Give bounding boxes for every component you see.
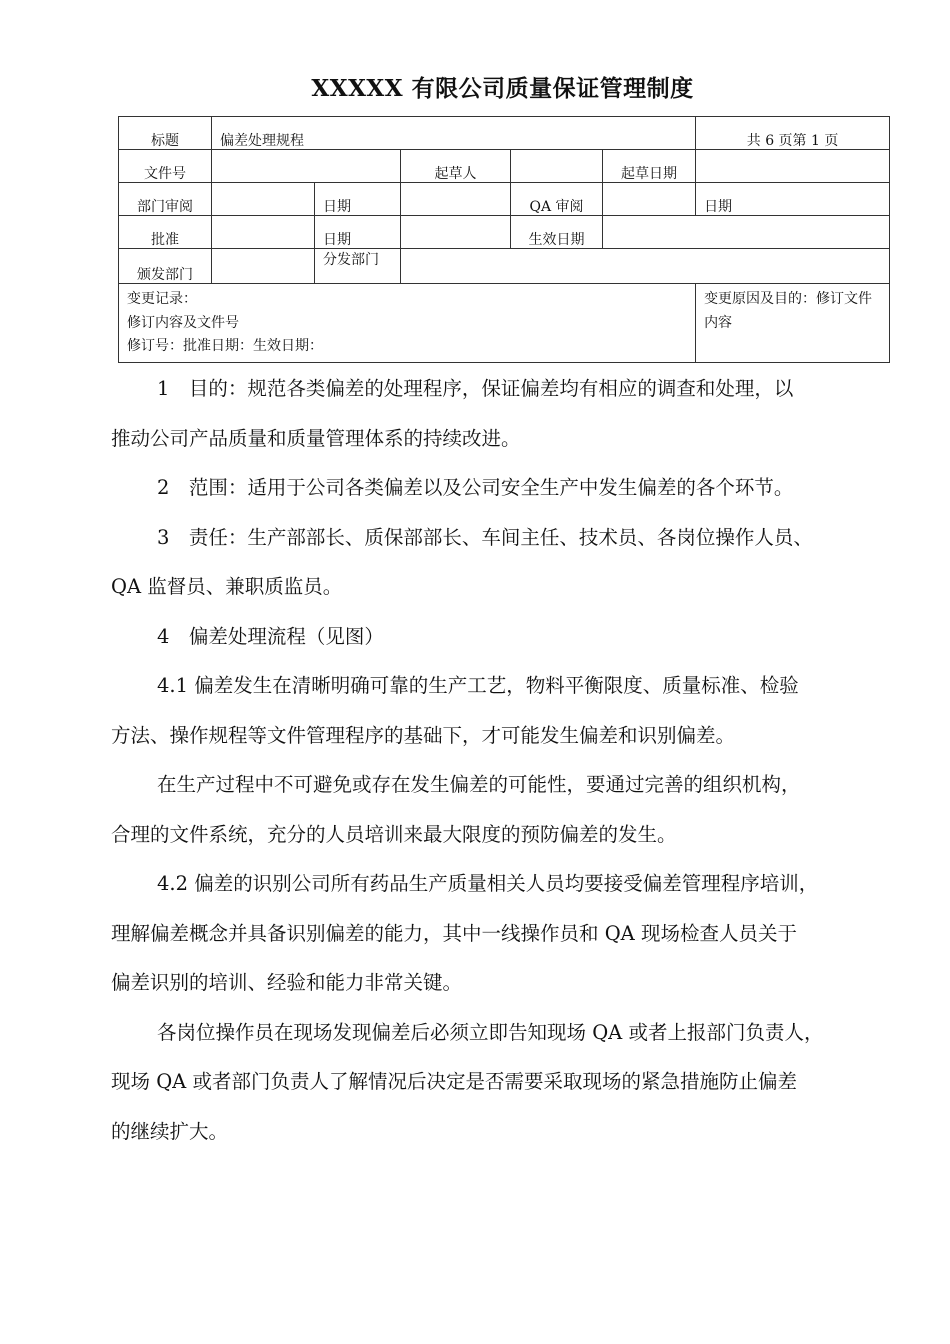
label-approve: 批准	[119, 216, 212, 249]
para-responsibility-cont: QA 监督员、兼职质监员。	[111, 575, 343, 598]
label-issue-dept: 颁发部门	[119, 249, 212, 284]
document-header-table	[118, 116, 890, 363]
label-draft-date: 起草日期	[603, 150, 696, 183]
para-onsite-cont-1: 现场 QA 或者部门负责人了解情况后决定是否需要采取现场的紧急措施防止偏差	[111, 1070, 797, 1093]
para-prevention: 在生产过程中不可避免或存在发生偏差的可能性，要通过完善的组织机构，	[157, 773, 801, 796]
change-reason: 变更原因及目的：修订文件内容	[696, 284, 890, 363]
value-title: 偏差处理规程	[212, 117, 696, 150]
change-record-line-3: 修订号：批准日期：生效日期：	[127, 338, 323, 354]
para-process: 4 偏差处理流程（见图）	[157, 624, 384, 648]
change-record	[119, 284, 696, 363]
value-effective-date	[603, 216, 890, 249]
value-approve	[212, 216, 315, 249]
value-draft-date	[696, 150, 890, 183]
para-scope: 2 范围：适用于公司各类偏差以及公司安全生产中发生偏差的各个环节。	[157, 476, 794, 499]
para-responsibility: 3 责任：生产部部长、质保部部长、车间主任、技术员、各岗位操作人员、	[157, 525, 813, 549]
para-prevention-cont: 合理的文件系统，充分的人员培训来最大限度的预防偏差的发生。	[111, 822, 677, 846]
para-4-1: 4.1 偏差发生在清晰明确可靠的生产工艺，物料平衡限度、质量标准、检验	[157, 674, 799, 697]
para-4-2-cont-1: 理解偏差概念并具备识别偏差的能力，其中一线操作员和 QA 现场检查人员关于	[111, 921, 797, 945]
value-date-3	[401, 216, 511, 249]
value-date-1	[401, 183, 511, 216]
para-purpose-cont: 推动公司产品质量和质量管理体系的持续改进。	[111, 426, 521, 450]
change-record-line-1: 变更记录：	[127, 291, 197, 307]
label-qa-review: QA 审阅	[511, 183, 603, 216]
value-drafter	[511, 150, 603, 183]
label-dist-dept: 分发部门	[315, 249, 401, 284]
para-4-2-cont-2: 偏差识别的培训、经验和能力非常关键。	[111, 971, 463, 994]
value-doc-no	[212, 150, 401, 183]
value-qa-review	[603, 183, 696, 216]
label-title: 标题	[119, 117, 212, 150]
label-effective-date: 生效日期	[511, 216, 603, 249]
label-date-1: 日期	[315, 183, 401, 216]
label-date-2: 日期	[696, 183, 890, 216]
document-body	[111, 364, 911, 1156]
para-4-1-cont: 方法、操作规程等文件管理程序的基础下，才可能发生偏差和识别偏差。	[111, 723, 736, 747]
para-onsite-cont-2: 的继续扩大。	[111, 1119, 229, 1143]
value-issue-dept	[212, 249, 315, 284]
para-purpose: 1 目的：规范各类偏差的处理程序，保证偏差均有相应的调查和处理，以	[157, 377, 794, 400]
para-4-2: 4.2 偏差的识别公司所有药品生产质量相关人员均要接受偏差管理程序培训，	[157, 872, 819, 895]
label-date-3: 日期	[315, 216, 401, 249]
change-record-line-2: 修订内容及文件号	[127, 314, 239, 331]
label-doc-no: 文件号	[119, 150, 212, 183]
document-title: XXXXX 有限公司质量保证管理制度	[311, 75, 694, 102]
para-onsite: 各岗位操作员在现场发现偏差后必须立即告知现场 QA 或者上报部门负责人，	[157, 1020, 824, 1044]
value-dept-review	[212, 183, 315, 216]
page-count: 共 6 页第 1 页	[696, 117, 890, 150]
label-drafter: 起草人	[401, 150, 511, 183]
value-dist-dept	[401, 249, 890, 284]
label-dept-review: 部门审阅	[119, 183, 212, 216]
